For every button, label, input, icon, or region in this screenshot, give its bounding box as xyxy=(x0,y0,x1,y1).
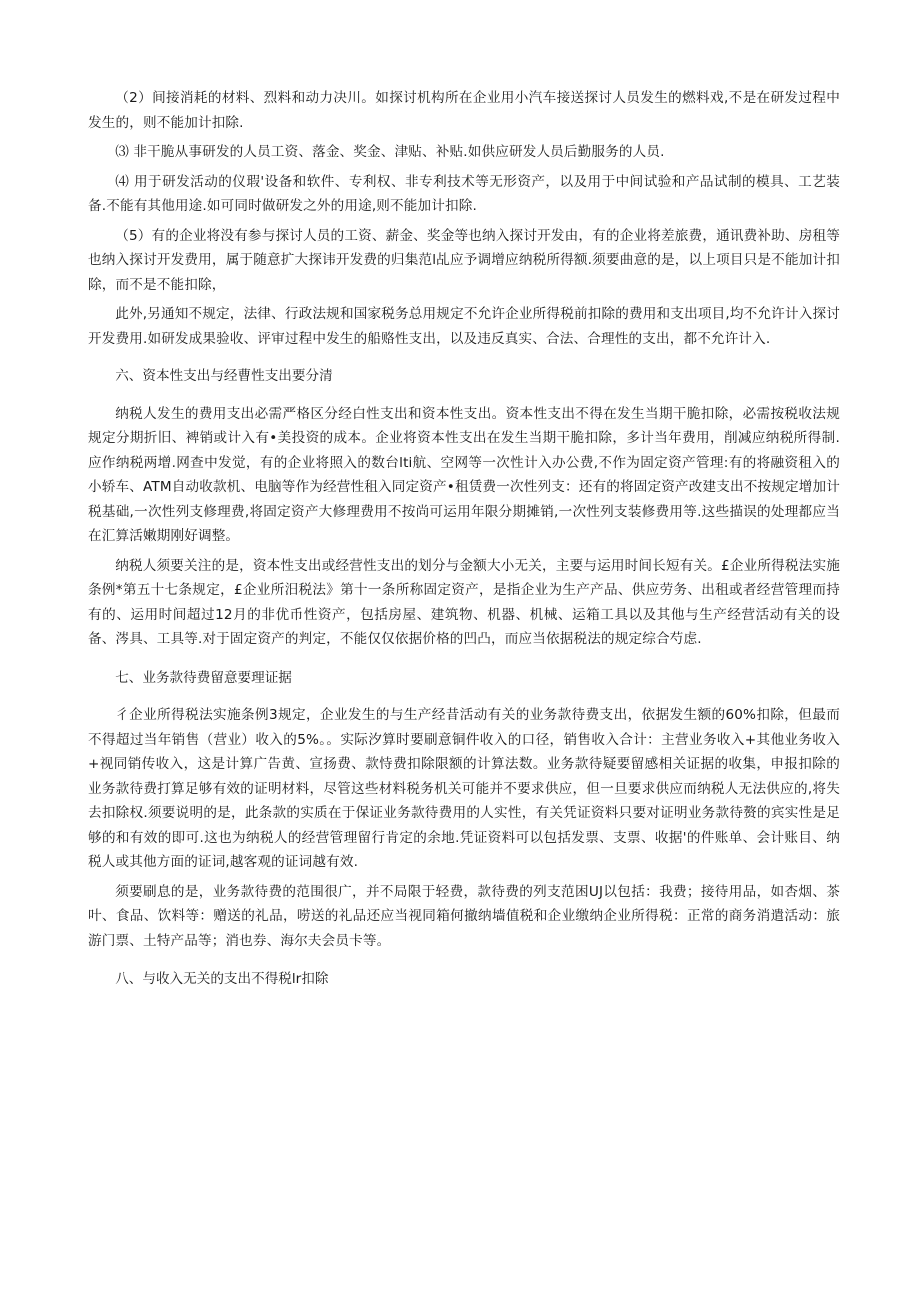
document-page xyxy=(88,86,840,1005)
section-6-paragraph-1: 纳税人发生的费用支出必需严格区分经白性支出和资本性支出。资本性支出不得在发生当期干脆扣除，必需按税收法规规定分期折旧、裨销或计入有•美投资的成本。企业将资本性支出在发生当期干脆扣除，多计当年费用，削减应纳税所得制.应作纳税两增.网查中发觉，有的企业将照入的数台lti航、空网等一次性计入办公费,不作为固定资产管理:有的将融资租入的小轿车、ATM自动收款机、电脑等作为经营性租入同定资产•租赁费一次性列支：还有的将固定资产改建支出不按规定增加计税基础,一次性列支修理费,将固定资产大修理费用不按尚可运用年限分期摊销,一次性列支装修费用等.这些描误的处理都应当在汇算活嫩期刚好调整。 xyxy=(88,405,840,544)
section-heading-8: 八、与收入无关的支出不得税lr扣除 xyxy=(115,971,329,987)
section-6-paragraph-2: 纳税人须要关注的是，资本性支出或经营性支出的划分与金额大小无关，主要与运用时间长短有关。£企业所得税法实施条例*第五十七条规定，£企业所汨税法》第十一条所称固定资产，是指企业为生产产品、供应劳务、出租或者经营管理而持有的、运用时间超过12月的非优币性资产，包括房屋、建筑物、机器、机械、运箱工具以及其他与生产经营活动有关的设备、涔具、工具等.对于固定资产的判定，不能仅仅依据价格的凹凸，而应当依据税法的规定综合芍虑. xyxy=(88,557,840,647)
paragraph-item-3: ⑶ 非干脆从事研发的人员工资、落金、奖金、津贴、补贴.如供应研发人员后勤服务的人员. xyxy=(115,144,665,160)
paragraph-additional-note: 此外,另通知不规定，法律、行政法规和国家税务总用规定不允许企业所得税前扣除的费用和支出项目,均不允许计入探讨开发费用.如研发成果验收、评审过程中发生的船赂性支出，以及违反真实、合法、合理性的支出，都不允许计入. xyxy=(88,306,840,347)
section-heading-7: 七、业务款待费留意要理证据 xyxy=(115,669,292,686)
paragraph-item-2: （2）间接消耗的材料、烈料和动力决川。如探讨机构所在企业用小汽车接送探讨人员发生的燃料戏,不是在研发过程中发生的，则不能加计扣除. xyxy=(88,90,840,131)
paragraph-item-4: ⑷ 用于研发活动的仪瑕'设备和软件、专利权、非专利技术等无形资产，以及用于中间试验和产品试制的模具、工艺装备.不能有其他用途.如可同时做研发之外的用途,则不能加计扣除. xyxy=(88,173,840,214)
paragraph-item-5: （5）有的企业将没有参与探讨人员的工资、薪金、奖金等也纳入探讨开发由，有的企业将差旅费，通讯费补助、房租等也纳入探讨开发费用，属于随意扩大探讳开发费的归集范l乩应予调增应纳税所得额.须要曲意的是，以上项目只是不能加计扣除，而不是不能扣除， xyxy=(88,227,840,293)
section-7-paragraph-2: 须要刷息的是，业务款待费的范围很广，并不局限于轻费，款待费的列支范困UJ以包括：我费；接待用品，如杏烟、茶叶、食品、饮料等：赠送的礼品，唠送的礼品还应当视同箱何撤纳墙值税和企业缴纳企业所得税：正常的商务消遣活动：旅游门票、土特产品等；消也券、海尔夫会员卡等。 xyxy=(88,883,840,949)
section-7-paragraph-1: 彳企业所得税法实施条例3规定，企业发生的与生产经昔活动有关的业务款待费支出，依据发生额的60%扣除，但最而不得超过当年销售（营业）收入的5%。。实际汐算时要刷意铜件收入的口径，销售收入合计：主营业务收入+其他业务收入+视同销传收入，这是计算广告黄、宣扬费、款恃费扣除限额的计算法数。业务款待疑要留感相关证据的收集，申报扣除的业务款待费打算足够有效的证明材料，尽管这些材料税务机关可能并不要求供应，但一旦要求供应而纳税人无法供应的,将失去扣除权.须要说明的是，此条款的实质在于保证业务款待费用的人实性，有关凭证资料只要对证明业务款待赘的宾实性是足够的和有效的即可.这也为纳税人的经营管理留行肯定的余地.凭证资料可以包括发票、支票、收据'的件账单、会计账目、纳税人或其他方面的证词,越客观的证词越有效. xyxy=(88,707,840,870)
section-heading-6: 六、资本性支出与经曹性支出要分清 xyxy=(115,368,333,384)
